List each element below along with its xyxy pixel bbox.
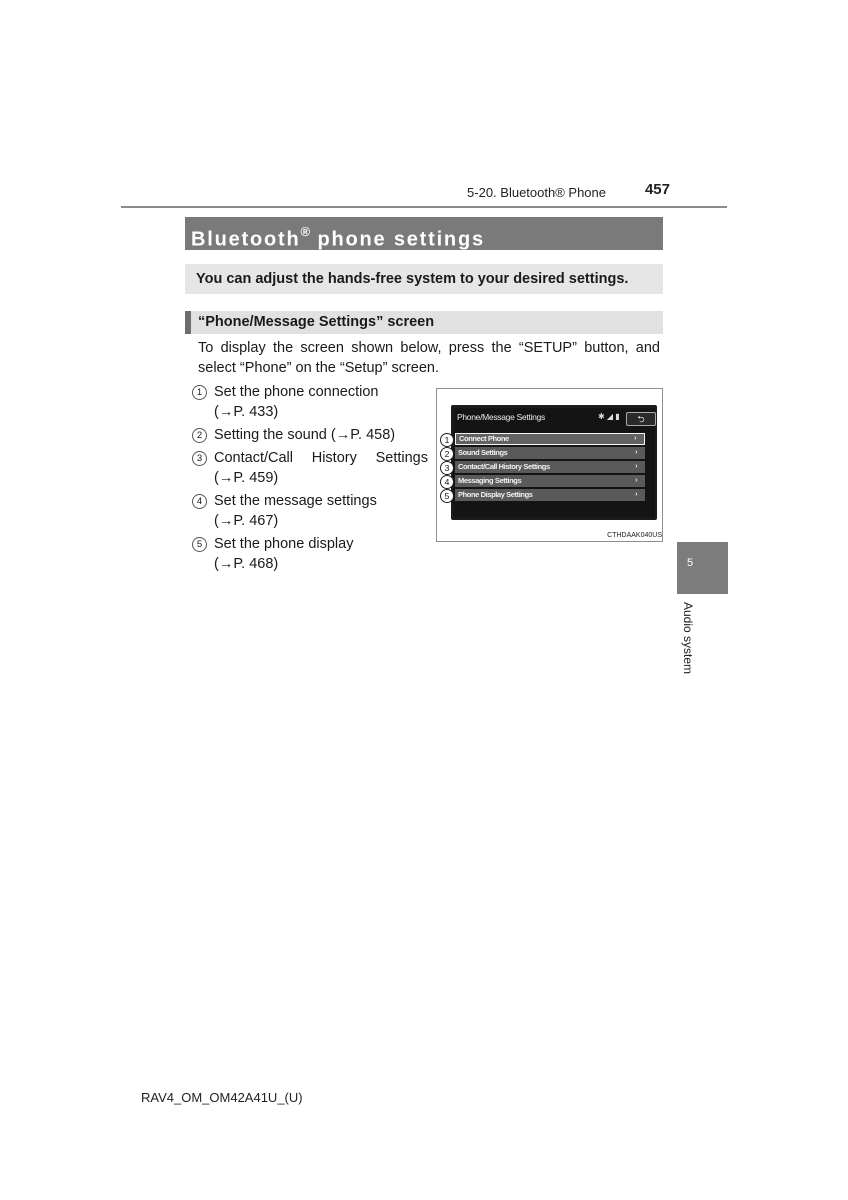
list-item <box>192 383 428 422</box>
item-number: 4 <box>192 494 207 509</box>
item-ref: (→P. 467) <box>214 512 279 529</box>
screen-row-connect-phone <box>455 433 645 445</box>
item-number: 3 <box>192 451 207 466</box>
subsection-body: To display the screen shown below, press the “SETUP” button, and select “Phone” on the “Setup” screen. <box>198 340 660 376</box>
status-icons: ✱ ◢ ▮ <box>598 412 620 421</box>
header-rule <box>121 206 727 208</box>
item-text: Setting the sound (→P. 458) <box>214 427 396 443</box>
running-header-section: 5-20. Bluetooth® Phone <box>467 185 606 200</box>
title-rest: phone settings <box>310 228 485 251</box>
screen-title: Phone/Message Settings <box>457 412 545 422</box>
page-title <box>185 217 663 250</box>
chevron-right-icon: › <box>635 477 637 484</box>
item-ref: (→P. 468) <box>214 555 279 572</box>
item-number: 2 <box>192 428 207 443</box>
back-icon: ⮌ <box>626 412 656 426</box>
list-item <box>192 449 428 488</box>
chevron-right-icon: › <box>635 491 637 498</box>
item-text: Contact/Call History Settings <box>214 450 428 466</box>
item-text: Set the message settings <box>214 493 377 509</box>
figure-code: CTHDAAK040US <box>607 532 662 539</box>
row-label: Connect Phone <box>459 434 509 443</box>
item-number: 1 <box>192 385 207 400</box>
screen-row-contact-history <box>455 461 645 473</box>
row-label: Sound Settings <box>458 448 508 457</box>
item-ref: (→P. 459) <box>214 469 279 486</box>
title-main: Bluetooth <box>191 228 301 251</box>
list-item <box>192 426 428 446</box>
screen-row-sound-settings <box>455 447 645 459</box>
chevron-right-icon: › <box>634 435 636 442</box>
page-number: 457 <box>644 181 670 198</box>
callout-number: 2 <box>440 447 454 461</box>
callout-number: 1 <box>440 433 454 447</box>
row-label: Messaging Settings <box>458 476 522 485</box>
item-text: Set the phone display <box>214 536 354 552</box>
callout-number: 3 <box>440 461 454 475</box>
row-label: Phone Display Settings <box>458 490 533 499</box>
chapter-number: 5 <box>687 557 694 569</box>
item-number: 5 <box>192 537 207 552</box>
item-ref: (→P. 433) <box>214 403 279 420</box>
callout-number: 4 <box>440 475 454 489</box>
chevron-right-icon: › <box>635 463 637 470</box>
chevron-right-icon: › <box>635 449 637 456</box>
list-item <box>192 492 428 531</box>
registered-mark: ® <box>300 224 311 239</box>
item-text: Set the phone connection <box>214 384 379 400</box>
screen-row-phone-display <box>455 489 645 501</box>
callout-number: 5 <box>440 489 454 503</box>
subsection-heading: “Phone/Message Settings” screen <box>185 311 663 334</box>
footer-code: RAV4_OM_OM42A41U_(U) <box>141 1090 303 1105</box>
row-label: Contact/Call History Settings <box>458 462 550 471</box>
list-item <box>192 535 428 574</box>
intro-box: You can adjust the hands-free system to your desired settings. <box>185 264 663 294</box>
screen-row-messaging <box>455 475 645 487</box>
chapter-tab <box>677 542 728 594</box>
chapter-label: Audio system <box>681 602 695 675</box>
